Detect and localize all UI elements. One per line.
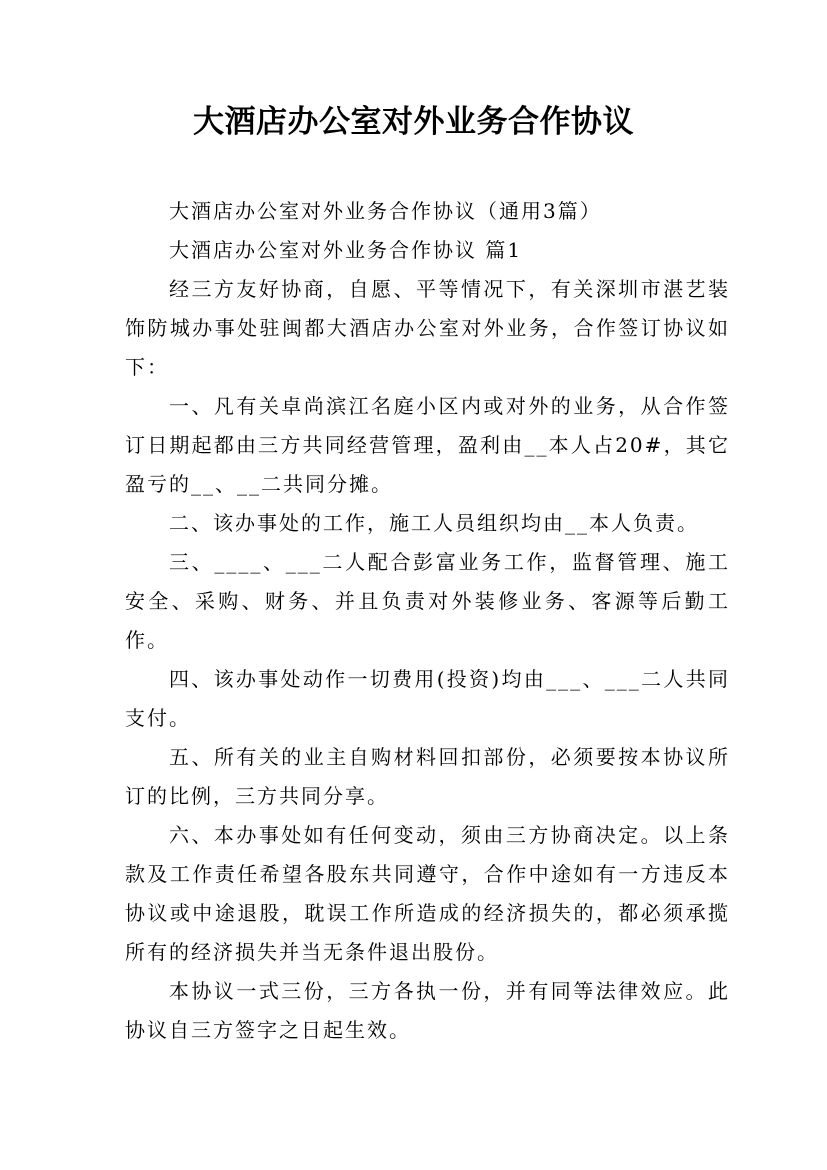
- document-title: 大酒店办公室对外业务合作协议: [193, 104, 634, 140]
- paragraph-clause-5: 五、所有关的业主自购材料回扣部份，必须要按本协议所订的比例，三方共同分享。: [125, 745, 730, 808]
- paragraph-clause-6: 六、本办事处如有任何变动，须由三方协商决定。以上条款及工作责任希望各股东共同遵守，合作中途如有一方违反本协议或中途退股，耽误工作所造成的经济损失的，都必须承揽所有的经济损失并当无条件退出股份。: [125, 823, 730, 964]
- paragraph-clause-3: 三、____、___二人配合彭富业务工作，监督管理、施工安全、采购、财务、并且负责对外装修业务、客源等后勤工作。: [125, 550, 730, 652]
- paragraph-section-heading: 大酒店办公室对外业务合作协议 篇1: [169, 238, 523, 262]
- paragraph-subtitle: 大酒店办公室对外业务合作协议（通用3篇）: [169, 199, 602, 223]
- paragraph-clause-1: 一、凡有关卓尚滨江名庭小区内或对外的业务，从合作签订日期起都由三方共同经营管理，盈利由__本人占20#，其它盈亏的__、__二共同分摊。: [125, 394, 730, 496]
- paragraph-clause-4: 四、该办事处动作一切费用(投资)均由___、___二人共同支付。: [125, 667, 730, 730]
- document-body: [125, 192, 730, 1050]
- paragraph-closing: 本协议一式三份，三方各执一份，并有同等法律效应。此协议自三方签字之日起生效。: [125, 979, 730, 1042]
- paragraph-clause-2: 二、该办事处的工作，施工人员组织均由__本人负责。: [169, 511, 699, 535]
- paragraph-intro: 经三方友好协商，自愿、平等情况下，有关深圳市湛艺装饰防城办事处驻闽都大酒店办公室对外业务，合作签订协议如下：: [125, 277, 730, 379]
